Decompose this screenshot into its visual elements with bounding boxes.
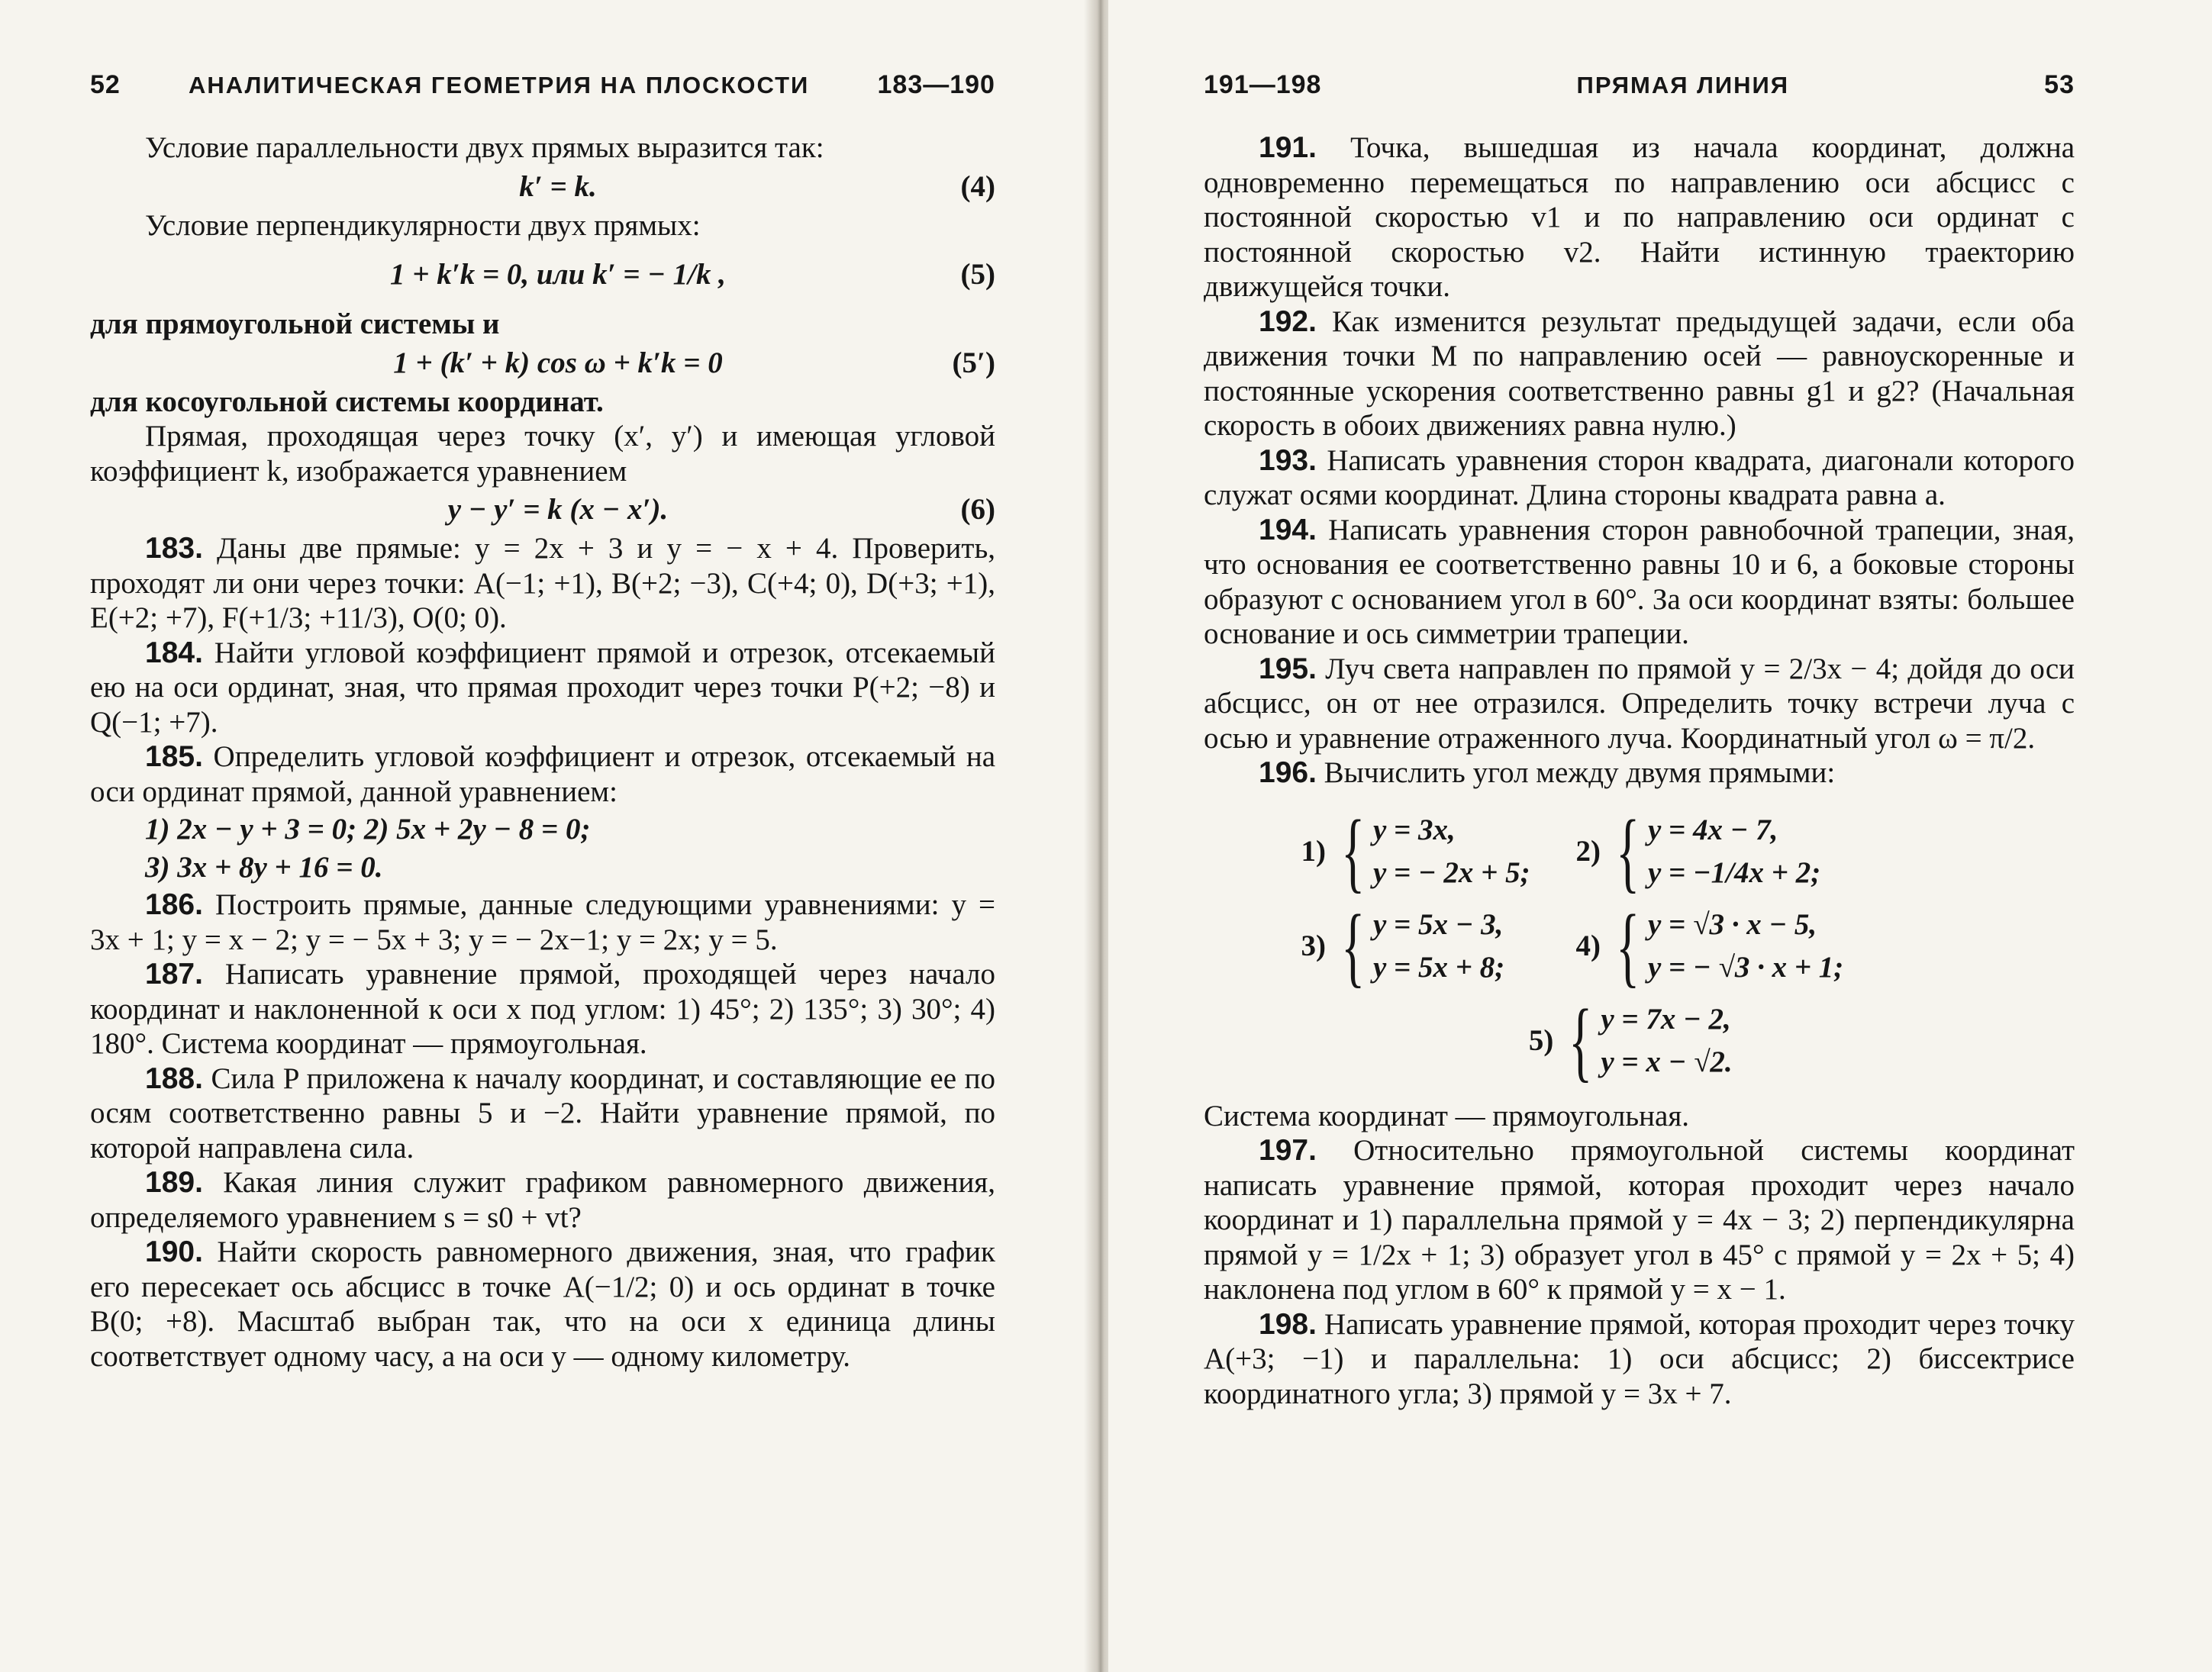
problem-190-text: Найти скорость равномерного движения, зная, что график его пересекает ось абсцисс в точке A(−1/2; 0) и ось ординат в точке B(0; +8). Масштаб выбран так, что на оси x единица длины соответствует одному часу, а на оси y — одному километру. (90, 1235, 995, 1373)
problem-185 (90, 739, 995, 809)
system-1-eq2: y = − 2x + 5; (1373, 855, 1530, 889)
problem-198-number: 198. (1259, 1307, 1317, 1341)
systems-row-2 (1204, 895, 2075, 996)
problem-189 (90, 1165, 995, 1235)
left-running-head (90, 70, 995, 100)
problem-193-text: Написать уравнения сторон квадрата, диагонали которого служат осями координат. Длина стороны квадрата равна a. (1204, 443, 2075, 511)
brace-icon: { (1341, 895, 1366, 996)
problem-193 (1204, 443, 2075, 513)
problem-191-text: Точка, вышедшая из начала координат, должна одновременно перемещаться по направлению оси абсцисс с постоянной скоростью v1 и по направлению оси ординат с постоянной скоростью v2. Найти истинную траекторию движущейся точки. (1204, 131, 2075, 303)
problem-183-number: 183. (145, 532, 203, 565)
problem-188-number: 188. (145, 1062, 203, 1095)
formula-4-tag: (4) (960, 169, 995, 203)
system-4-eq1: y = √3 · x − 5, (1648, 907, 1817, 941)
problem-197-text: Относительно прямоугольной системы координат написать уравнение прямой, которая проходит через начало координат и 1) параллельна прямой y = 4x − 3; 2) перпендикулярна прямой y = 1/2x + 1; 3) образует угол в 45° с прямой y = 2x + 5; 4) наклонена под углом в 60° к прямой y = x − 1. (1204, 1134, 2075, 1306)
problem-197 (1204, 1133, 2075, 1307)
problem-195-text: Луч света направлен по прямой y = 2/3x − 4; дойдя до оси абсцисс, он от нее отразился. Определить точку встречи луча с осью и уравнение отраженного луча. Координатный угол ω = π/2. (1204, 652, 2075, 755)
formula-5: 1 + k′k = 0, или k′ = − 1/k , (390, 258, 726, 292)
brace-icon: { (1616, 895, 1640, 996)
systems-row-1 (1204, 801, 2075, 901)
problem-191 (1204, 130, 2075, 304)
system-1 (1272, 801, 1547, 901)
problem-184-number: 184. (145, 636, 203, 669)
formula-5p: 1 + (k′ + k) cos ω + k′k = 0 (393, 346, 723, 379)
right-running-head (1204, 70, 2075, 100)
left-page-number: 52 (90, 70, 121, 99)
right-page (1108, 0, 2212, 1672)
system-5-eq2: y = x − √2. (1601, 1045, 1733, 1078)
left-problem-range: 183—190 (877, 70, 995, 99)
problem-186-text: Построить прямые, данные следующими уравнениями: y = 3x + 1; y = x − 2; y = − 5x + 3; y = − 2x−1; y = 2x; y = 5. (90, 888, 996, 956)
problem-188-text: Сила P приложена к началу координат, и составляющие ее по осям соответственно равны 5 и −2. Найти уравнение прямой, по которой направлена сила. (90, 1062, 996, 1165)
problem-185-text: Определить угловой коэффициент и отрезок, отсекаемый на оси ординат прямой, данной уравнением: (90, 740, 995, 808)
system-2 (1547, 801, 1868, 901)
formula-5-tag: (5) (960, 258, 995, 292)
problem-185-equations-2: 3) 3x + 8y + 16 = 0. (145, 850, 383, 884)
system-3-eq1: y = 5x − 3, (1373, 907, 1504, 941)
problem-193-number: 193. (1259, 443, 1317, 477)
right-running-title: ПРЯМАЯ ЛИНИЯ (1576, 72, 1790, 98)
right-page-number: 53 (2044, 70, 2075, 99)
formula-4-line (90, 166, 995, 208)
problem-192 (1204, 304, 2075, 443)
system-note: Система координат — прямоугольная. (1204, 1099, 1690, 1132)
problem-191-number: 191. (1259, 131, 1317, 164)
problem-196-text: Вычислить угол между двумя прямыми: (1324, 756, 1836, 789)
problem-186 (90, 888, 995, 957)
problem-192-text: Как изменится результат предыдущей задачи, если оба движения точки M по направлению осей — равноускоренные и постоянные ускорения соответственно равны g1 и g2? (Начальная скорость в обоих движениях равна нулю.) (1204, 304, 2075, 442)
system-2-label: 2) (1575, 834, 1601, 868)
systems-row-3 (1204, 990, 2075, 1091)
system-3 (1272, 895, 1547, 996)
left-body (90, 130, 995, 1374)
formula-5p-line (90, 342, 995, 385)
formula-6-tag: (6) (960, 493, 995, 527)
equation-systems (1204, 801, 2075, 1091)
problem-192-number: 192. (1259, 304, 1317, 338)
line-through-point: Прямая, проходящая через точку (x′, y′) и имеющая угловой коэффициент k, изображается уравнением (90, 420, 995, 488)
problem-189-number: 189. (145, 1166, 203, 1199)
problem-196-number: 196. (1259, 756, 1317, 789)
formula-5p-tag: (5′) (952, 346, 995, 379)
system-5 (1500, 990, 1733, 1091)
problem-187 (90, 957, 995, 1062)
system-4-label: 4) (1575, 929, 1601, 962)
system-1-eq1: y = 3x, (1373, 813, 1456, 846)
problem-198-text: Написать уравнение прямой, которая проходит через точку A(+3; −1) и параллельна: 1) оси абсцисс; 2) биссектрисе координатного угла; 3) прямой y = 3x + 7. (1204, 1307, 2075, 1410)
intro-parallel: Условие параллельности двух прямых выразится так: (145, 131, 824, 164)
problem-183-text: Даны две прямые: y = 2x + 3 и y = − x + 4. Проверить, проходят ли они через точки: A(−1; +1), B(+2; −3), C(+4; 0), D(+3; +1), E(+2; +7), F(+1/3; +11/3), O(0; 0). (90, 532, 995, 634)
problem-184-text: Найти угловой коэффициент прямой и отрезок, отсекаемый ею на оси ординат, зная, что прямая проходит через точки P(+2; −8) и Q(−1; +7). (90, 636, 996, 739)
system-2-eq1: y = 4x − 7, (1648, 813, 1778, 846)
left-page (0, 0, 1093, 1672)
formula-5-line (90, 243, 995, 307)
problem-189-text: Какая линия служит графиком равномерного движения, определяемого уравнением s = s0 + vt? (90, 1166, 995, 1234)
problem-184 (90, 636, 995, 740)
system-3-eq2: y = 5x + 8; (1373, 950, 1505, 984)
right-body (1204, 130, 2075, 1411)
problem-188 (90, 1062, 995, 1166)
problem-185-equations-1: 1) 2x − y + 3 = 0; 2) 5x + 2y − 8 = 0; (145, 813, 591, 846)
problem-187-text: Написать уравнение прямой, проходящей через начало координат и наклоненной к оси x под углом: 1) 45°; 2) 135°; 3) 30°; 4) 180°. Система координат — прямоугольная. (90, 958, 996, 1060)
system-1-label: 1) (1301, 834, 1326, 868)
system-5-eq1: y = 7x − 2, (1601, 1002, 1731, 1036)
brace-icon: { (1341, 801, 1366, 901)
problem-195-number: 195. (1259, 652, 1317, 685)
problem-197-number: 197. (1259, 1134, 1317, 1167)
system-4 (1547, 895, 1868, 996)
problem-185-number: 185. (145, 740, 203, 773)
formula-6: y − y′ = k (x − x′). (447, 493, 669, 527)
problem-187-number: 187. (145, 958, 203, 991)
problem-195 (1204, 652, 2075, 756)
system-5-label: 5) (1528, 1023, 1554, 1057)
left-running-title: АНАЛИТИЧЕСКАЯ ГЕОМЕТРИЯ НА ПЛОСКОСТИ (189, 72, 810, 98)
system-4-eq2: y = − √3 · x + 1; (1648, 950, 1844, 984)
problem-194 (1204, 513, 2075, 652)
brace-icon: { (1616, 801, 1640, 901)
problem-198 (1204, 1307, 2075, 1412)
problem-194-text: Написать уравнения сторон равнобочной трапеции, зная, что основания ее соответственно равны 10 и 6, а боковые стороны образуют с основанием угол в 60°. За оси координат взяты: большее основание и ось симметрии трапеции. (1204, 513, 2075, 650)
brace-icon: { (1569, 990, 1593, 1091)
system-3-label: 3) (1301, 929, 1326, 962)
system-2-eq2: y = −1/4x + 2; (1648, 855, 1821, 889)
right-problem-range: 191—198 (1204, 70, 1322, 99)
problem-190 (90, 1235, 995, 1374)
rect-system-note: для прямоугольной системы и (90, 308, 500, 340)
problem-196 (1204, 755, 2075, 791)
problem-186-number: 186. (145, 888, 203, 921)
intro-perpendicular: Условие перпендикулярности двух прямых: (145, 208, 701, 242)
problem-194-number: 194. (1259, 513, 1317, 546)
formula-4: k′ = k. (519, 169, 597, 203)
oblique-system-note: для косоугольной системы координат. (90, 385, 604, 418)
problem-183 (90, 531, 995, 636)
formula-6-line (90, 488, 995, 531)
problem-190-number: 190. (145, 1235, 203, 1268)
